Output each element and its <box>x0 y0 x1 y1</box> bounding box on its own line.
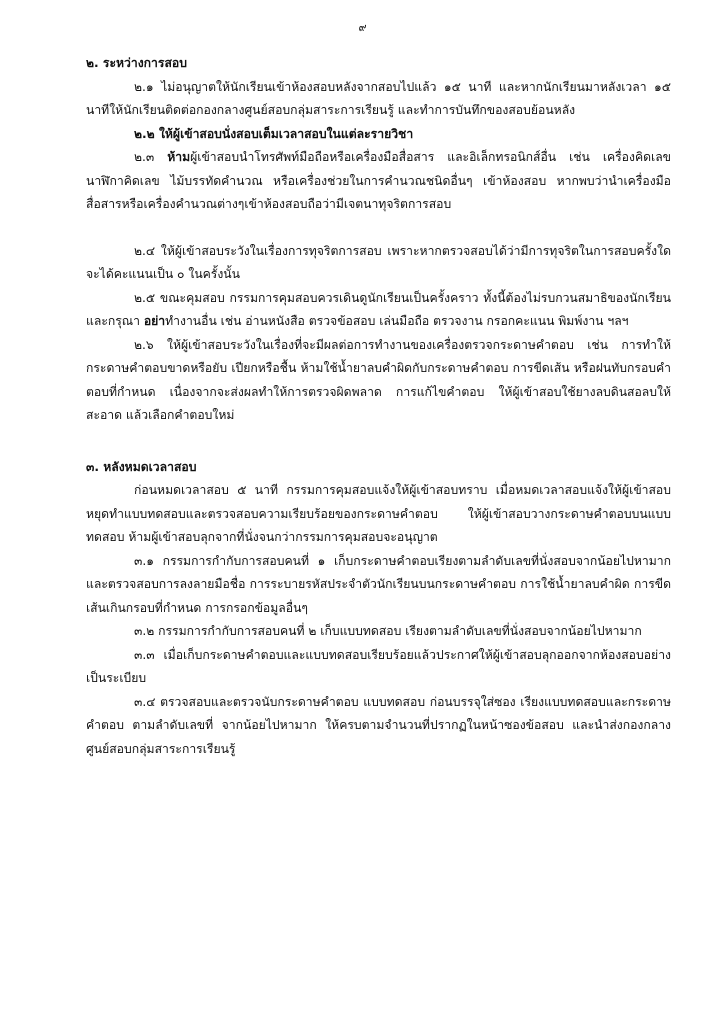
paragraph-2-6: ๒.๖ ให้ผู้เข้าสอบระวังในเรื่องที่จะมีผลต่อการทำงานของเครื่องตรวจกระดาษคำตอบ เช่น การทำให้กระดาษคำตอบขาดหรือยับ เปียกหรือชื้น ห้ามใช้น้ำยาลบคำผิดกับกระดาษคำตอบ การขีดเส้น หรือฝนทับกรอบคำตอบที่กำหนด เนื่องจากจะส่งผลทำให้การตรวจผิดพลาด การแก้ไขคำตอบ ให้ผู้เข้าสอบใช้ยางลบดินสอลบให้สะอาด แล้วเลือกคำตอบใหม่ <box>86 337 671 422</box>
section-heading: ๓. หลังหมดเวลาสอบ <box>86 459 197 474</box>
section-heading: ๒. ระหว่างการสอบ <box>86 56 187 70</box>
paragraph-text: ผู้เข้าสอบนำโทรศัพท์มือถือหรือเครื่องมือสื่อสาร และอิเล็กทรอนิกส์อื่น เช่น เครื่องคิดเลข นาฬิกาคิดเลข ไม้บรรทัดคำนวณ หรือเครื่องช่วยในการคำนวณชนิดอื่นๆ เข้าห้องสอบ หากพบว่านำเครื่องมือสื่อสารหรือเครื่องคำนวณต่างๆเข้าห้องสอบถือว่ามีเจตนาทุจริตการสอบ <box>86 150 671 211</box>
paragraph-2-5 <box>86 287 671 334</box>
emphasis-text: ห้าม <box>167 150 191 164</box>
document-body <box>86 52 671 761</box>
paragraph-2-1: ๒.๑ ไม่อนุญาตให้นักเรียนเข้าห้องสอบหลังจากสอบไปแล้ว ๑๕ นาที และหากนักเรียนมาหลังเวลา ๑๕ นาทีให้นักเรียนติดต่อกองกลางศูนย์สอบกลุ่มสาระการเรียนรู้ และทำการบันทึกของสอบย้อนหลัง <box>86 79 671 117</box>
paragraph-text: ๒.๕ ขณะคุมสอบ กรรมการคุมสอบควรเดินดูนักเรียนเป็นครั้งคราว ทั้งนี้ต้องไม่รบกวนสมาธิของนักเรียน และกรุณา <box>86 290 671 328</box>
paragraph-3-3: ๓.๓ เมื่อเก็บกระดาษคำตอบและแบบทดสอบเรียบร้อยแล้วประกาศให้ผู้เข้าสอบลุกออกจากห้องสอบอย่างเป็นระเบียบ <box>86 647 671 685</box>
paragraph-3-4: ๓.๔ ตรวจสอบและตรวจนับกระดาษคำตอบ แบบทดสอบ ก่อนบรรจุใส่ซอง เรียงแบบทดสอบและกระดาษคำตอบ ตามลำดับเลขที่ จากน้อยไปหามาก ให้ครบตามจำนวนที่ปรากฏในหน้าซองข้อสอบ และนำส่งกองกลางศูนย์สอบกลุ่มสาระการเรียนรู้ <box>86 694 671 756</box>
paragraph-2-2: ๒.๒ ให้ผู้เข้าสอบนั่งสอบเต็มเวลาสอบในแต่ละรายวิชา <box>134 126 414 141</box>
page-number: ๙ <box>358 21 367 34</box>
paragraph-2-3 <box>86 146 671 217</box>
spacer <box>86 217 671 240</box>
item-number: ๒.๓ <box>134 150 155 164</box>
paragraph-2-4: ๒.๔ ให้ผู้เข้าสอบระวังในเรื่องการทุจริตการสอบ เพราะหากตรวจสอบได้ว่ามีการทุจริตในการสอบครั้งใด จะได้คะแนนเป็น ๐ ในครั้งนั้น <box>86 243 671 281</box>
spacer <box>86 428 671 456</box>
paragraph-3-2: ๓.๒ กรรมการกำกับการสอบคนที่ ๒ เก็บแบบทดสอบ เรียงตามลำดับเลขที่นั่งสอบจากน้อยไปหามาก <box>134 624 642 638</box>
paragraph-text: ทำงานอื่น เช่น อ่านหนังสือ ตรวจข้อสอบ เล่นมือถือ ตรวจงาน กรอกคะแนน พิมพ์งาน ฯลฯ <box>165 314 629 328</box>
emphasis-text: อย่า <box>143 314 166 328</box>
paragraph-3-1: ๓.๑ กรรมการกำกับการสอบคนที่ ๑ เก็บกระดาษคำตอบเรียงตามลำดับเลขที่นั่งสอบจากน้อยไปหามาก และตรวจสอบการลงลายมือชื่อ การระบายรหัสประจำตัวนักเรียนบนกระดาษคำตอบ การใช้น้ำยาลบคำผิด การขีดเส้นเกินกรอบที่กำหนด การกรอกข้อมูลอื่นๆ <box>86 553 671 615</box>
paragraph-3-intro: ก่อนหมดเวลาสอบ ๕ นาที กรรมการคุมสอบแจ้งให้ผู้เข้าสอบทราบ เมื่อหมดเวลาสอบแจ้งให้ผู้เข้าสอบหยุดทำแบบทดสอบและตรวจสอบความเรียบร้อยของกระดาษคำตอบ ให้ผู้เข้าสอบวางกระดาษคำตอบบนแบบทดสอบ ห้ามผู้เข้าสอบลุกจากที่นั่งจนกว่ากรรมการคุมสอบจะอนุญาต <box>86 483 671 544</box>
